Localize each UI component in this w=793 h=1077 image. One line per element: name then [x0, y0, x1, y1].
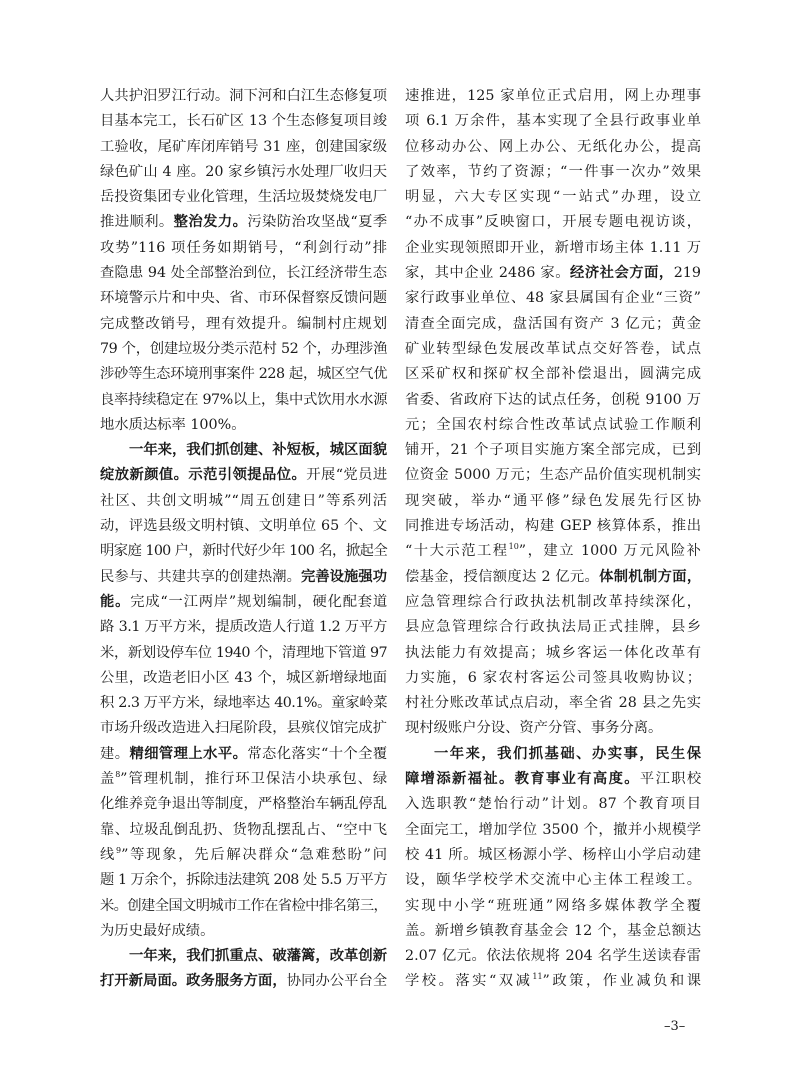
body-text: 家行政事业单位、48 家县属国有企业“三资”: [405, 290, 701, 307]
body-text: “办不成事”反映窗口，开展专题电视访谈，: [405, 214, 701, 231]
body-text: 民参与、共建共享的创建热潮。: [100, 568, 301, 585]
text-line: [405, 84, 701, 109]
body-text: 了效率，节约了资源；“一件事一次办”效果: [405, 163, 701, 180]
text-line: [100, 413, 387, 438]
text-line: [405, 388, 701, 413]
text-line: [405, 792, 701, 817]
body-text: 推进顺利。: [100, 214, 174, 231]
text-line: [405, 160, 701, 185]
body-text: 元；全国农村综合性改革试点试验工作顺利: [405, 416, 701, 433]
body-text: 目基本完工，长石矿区 13 个生态修复项目竣: [100, 113, 387, 130]
text-line: [100, 843, 387, 868]
body-text: 靠、垃圾乱倒乱扔、货物乱摆乱占、“空中飞: [100, 821, 387, 838]
text-line: [100, 590, 387, 615]
text-line: [405, 539, 701, 564]
text-line: [405, 286, 701, 311]
bold-heading-text: 一年来，我们抓创建、补短板，城区面貌: [129, 442, 387, 459]
bold-heading-text: 绽放新颜值。示范引领提品位。: [100, 467, 307, 484]
text-line: [100, 109, 387, 134]
body-text: 查隐患 94 处全部整治到位，长江经济带生态: [100, 265, 387, 282]
text-line: [405, 463, 701, 488]
body-text: 完成整改销号，理有效提升。编制村庄规划: [100, 315, 387, 332]
text-line: [100, 818, 387, 843]
text-line: [100, 286, 387, 311]
text-line: [405, 919, 701, 944]
text-line: [405, 210, 701, 235]
body-text: 社区、共创文明城”“周五创建日”等系列活: [100, 492, 387, 509]
text-line: [405, 185, 701, 210]
text-line: [100, 210, 387, 235]
body-text: 建。: [100, 745, 130, 762]
body-text: 市场升级改造进入扫尾阶段，县殡仪馆完成扩: [100, 720, 387, 737]
text-line: [100, 691, 387, 716]
text-line: [405, 362, 701, 387]
body-text: 污染防治攻坚战“夏季: [247, 214, 387, 231]
text-line: [100, 742, 387, 767]
body-text: 省委、省政府下达的试点任务，创税 9100 万: [405, 391, 701, 408]
text-line: [405, 969, 701, 994]
body-text: 力实施，6 家农村客运公司签具收购协议；: [405, 669, 701, 686]
body-text: 项 6.1 万余件，基本实现了全县行政事业单: [405, 113, 701, 130]
text-line: [100, 388, 387, 413]
text-line: [100, 666, 387, 691]
text-line: [405, 894, 701, 919]
text-line: [405, 413, 701, 438]
right-column: [405, 84, 701, 995]
text-line: [100, 792, 387, 817]
body-text: 工验收，尾矿库闭库销号 31 座，创建国家级: [100, 138, 387, 155]
body-text: 盖: [100, 771, 116, 788]
page-number: –3–: [664, 1019, 686, 1034]
body-text: 校 41 所。城区杨源小学、杨梓山小学启动建: [405, 846, 701, 863]
body-text: 村社分账改革试点启动，率全省 28 县之先实: [405, 695, 701, 712]
text-line: [405, 666, 701, 691]
bold-heading-text: 一年来，我们抓基础、办实事，民生保: [434, 745, 701, 762]
text-line: [405, 716, 701, 741]
text-line: [100, 767, 387, 792]
body-text: 米。创建全国文明城市工作在省检中排名第三，: [100, 897, 387, 914]
text-line: [405, 615, 701, 640]
body-text: 常态化落实“十个全覆: [247, 745, 387, 762]
text-line: [100, 337, 387, 362]
footnote-marker: 10: [508, 542, 519, 552]
text-line: [405, 261, 701, 286]
text-line: [100, 894, 387, 919]
bold-heading-text: 体制机制方面，: [599, 568, 701, 585]
text-line: [405, 843, 701, 868]
text-line: [100, 489, 387, 514]
bold-heading-text: 打开新局面。政务服务方面，: [100, 973, 287, 990]
text-line: [100, 312, 387, 337]
footnote-marker: 8: [115, 770, 121, 780]
body-text: 公里，改造老旧小区 43 个，城区新增绿地面: [100, 669, 387, 686]
text-line: [405, 742, 701, 767]
body-text: 219: [673, 265, 701, 282]
body-text: 线: [100, 846, 117, 863]
body-text: “十大示范工程: [405, 543, 509, 560]
text-line: [405, 337, 701, 362]
body-text: 偿基金，授信额度达 2 亿元。: [405, 568, 600, 585]
body-text: 米，新划设停车位 1940 个，清理地下管道 97: [100, 644, 387, 661]
text-line: [405, 944, 701, 969]
body-text: 地水质达标率 100%。: [100, 416, 246, 433]
text-line: [100, 716, 387, 741]
text-line: [100, 135, 387, 160]
bold-heading-text: 完善设施强功: [300, 568, 387, 585]
text-line: [405, 312, 701, 337]
body-text: 环境警示片和中央、省、市环保督察反馈问题: [100, 290, 387, 307]
body-text: 人共护汨罗江行动。洞下河和白江生态修复项: [100, 88, 387, 104]
body-text: 盖。新增乡镇教育基金会 12 个，基金总额达: [405, 922, 701, 939]
body-text: 为历史最好成绩。: [100, 922, 215, 939]
body-text: 攻势”116 项任务如期销号，“利剑行动”排: [100, 239, 387, 256]
text-line: [100, 615, 387, 640]
body-text: 明显，六大专区实现“一站式”办理，设立: [405, 189, 701, 206]
text-line: [100, 919, 387, 944]
body-text: 协同办公平台全: [286, 973, 387, 990]
text-line: [100, 969, 387, 994]
body-text: 2.07 亿元。依法依规将 204 名学生送读春雷: [405, 948, 701, 965]
left-column: [100, 84, 387, 995]
bold-heading-text: 经济社会方面，: [570, 265, 674, 282]
text-line: [100, 185, 387, 210]
body-text: 速推进，125 家单位正式启用，网上办理事: [405, 88, 701, 104]
body-text: 涉砂等生态环境刑事案件 228 起，城区空气优: [100, 366, 387, 383]
body-text: 家，其中企业 2486 家。: [405, 265, 571, 282]
text-line: [100, 539, 387, 564]
body-text: 完成“一江两岸”规划编制，硬化配套道: [130, 593, 387, 610]
body-text: 题 1 万余个，拆除违法建筑 208 处 5.5 万平方: [100, 872, 387, 889]
text-line: [405, 818, 701, 843]
text-line: [405, 641, 701, 666]
body-text: 良率持续稳定在 97%以上，集中式饮用水水源: [100, 391, 387, 408]
body-text: 实现中小学“班班通”网络多媒体教学全覆: [405, 897, 701, 914]
body-text: 现突破，举办“通平修”绿色发展先行区协: [405, 492, 701, 509]
text-line: [405, 236, 701, 261]
body-text: 县应急管理综合行政执法局正式挂牌，县乡: [405, 619, 701, 636]
text-line: [100, 160, 387, 185]
body-text: 绿色矿山 4 座。20 家乡镇污水处理厂收归天: [100, 163, 387, 180]
text-line: [405, 565, 701, 590]
text-line: [100, 565, 387, 590]
body-text: 平江职校: [639, 771, 701, 788]
body-text: 岳投资集团专业化管理，生活垃圾焚烧发电厂: [100, 189, 387, 206]
body-text: ”管理机制，推行环卫保洁小块承包、绿: [120, 771, 387, 788]
text-line: [405, 868, 701, 893]
text-line: [405, 109, 701, 134]
bold-heading-text: 整治发力。: [173, 214, 248, 231]
text-line: [405, 514, 701, 539]
body-text: 79 个，创建垃圾分类示范村 52 个，办理涉渔: [100, 340, 387, 357]
body-text: 积 2.3 万平方米，绿地率达 40.1%。童家岭菜: [100, 695, 387, 712]
body-text: 执法能力有效提高；城乡客运一体化改革有: [405, 644, 701, 661]
text-line: [100, 514, 387, 539]
body-text: ”，建立 1000 万元风险补: [518, 543, 701, 560]
text-line: [100, 261, 387, 286]
body-text: 动，评选县级文明村镇、文明单位 65 个、文: [100, 518, 387, 535]
bold-heading-text: 能。: [100, 593, 131, 610]
body-text: ”政策，作业减负和课: [542, 973, 701, 990]
body-text: 设，颐华学校学术交流中心主体工程竣工。: [405, 872, 701, 889]
body-text: 化维养竞争退出等制度，严格整治车辆乱停乱: [100, 796, 387, 813]
bold-heading-text: 一年来，我们抓重点、破藩篱，改革创新: [129, 948, 387, 965]
body-text: 全面完工，增加学位 3500 个，撤并小规模学: [405, 821, 701, 838]
body-text: 同推进专场活动，构建 GEP 核算体系，推出: [405, 518, 701, 535]
body-text: 清查全面完成，盘活国有资产 3 亿元；黄金: [405, 315, 701, 332]
body-text: 开展“党员进: [306, 467, 387, 484]
text-line: [405, 438, 701, 463]
body-text: 位资金 5000 万元；生态产品价值实现机制实: [405, 467, 701, 484]
body-text: 铺开，21 个子项目实施方案全部完成，已到: [405, 442, 701, 459]
text-line: [405, 691, 701, 716]
text-line: [100, 463, 387, 488]
text-line: [405, 767, 701, 792]
body-text: 现村级账户分设、资产分管、事务分离。: [405, 720, 663, 737]
footnote-marker: 11: [532, 972, 543, 982]
bold-heading-text: 精细管理上水平。: [129, 745, 248, 762]
body-text: 矿业转型绿色发展改革试点交好答卷，试点: [405, 340, 701, 357]
text-line: [100, 362, 387, 387]
text-line: [100, 868, 387, 893]
text-line: [100, 944, 387, 969]
text-line: [405, 590, 701, 615]
body-text: 路 3.1 万平方米，提质改造人行道 1.2 万平方: [100, 619, 387, 636]
body-text: ”等现象，先后解决群众“急难愁盼”问: [121, 846, 387, 863]
body-text: 应急管理综合行政执法机制改革持续深化，: [405, 593, 701, 610]
body-text: 区采矿权和探矿权全部补偿退出，圆满完成: [405, 366, 701, 383]
body-text: 明家庭 100 户，新时代好少年 100 名，掀起全: [100, 543, 387, 560]
text-line: [100, 641, 387, 666]
text-line: [405, 135, 701, 160]
text-line: [405, 489, 701, 514]
body-text: 入选职教“楚怡行动”计划。87 个教育项目: [405, 796, 701, 813]
bold-heading-text: 障增添新福祉。教育事业有高度。: [405, 771, 640, 788]
body-text: 位移动办公、网上办公、无纸化办公，提高: [405, 138, 701, 155]
text-line: [100, 236, 387, 261]
body-text: 学校。落实“双减: [405, 973, 533, 990]
body-text: 企业实现领照即开业，新增市场主体 1.11 万: [405, 239, 701, 256]
footnote-marker: 9: [116, 845, 122, 855]
text-line: [100, 84, 387, 109]
text-line: [100, 438, 387, 463]
